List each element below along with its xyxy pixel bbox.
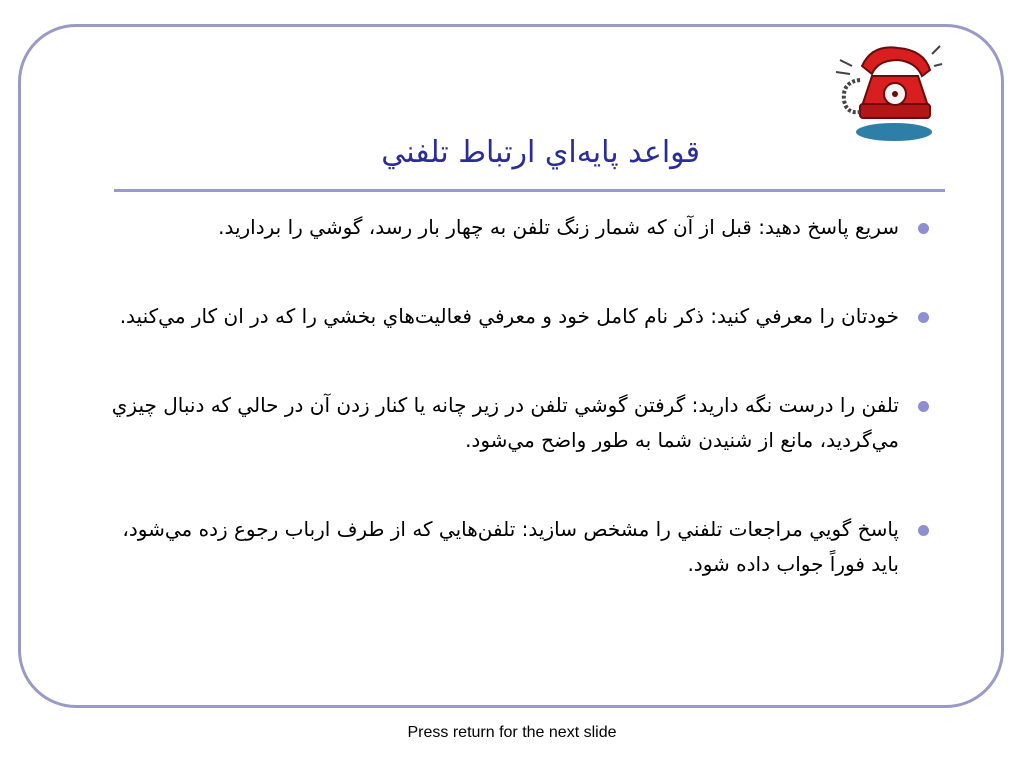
list-item <box>96 512 941 582</box>
list-item <box>96 388 941 458</box>
bullet-text: پاسخ گويي مراجعات تلفني را مشخص سازيد: تلفن‌هايي که از طرف ارباب رجوع زده مي‌شود، بايد فوراً جواب داده شود. <box>122 517 899 576</box>
slide-title: قواعد پايه‌اي ارتباط تلفني <box>381 135 700 170</box>
bullet-text: تلفن را درست نگه داريد: گرفتن گوشي تلفن در زير چانه يا کنار زدن آن در حالي که دنبال چيزي مي‌گرديد، مانع از شنيدن شما به طور واضح مي‌شود. <box>111 393 899 452</box>
title-divider <box>114 189 945 192</box>
list-item <box>96 210 941 245</box>
list-item <box>96 299 941 334</box>
ringing-telephone-icon <box>832 36 944 144</box>
bullet-dot-icon <box>918 401 929 412</box>
bullet-dot-icon <box>918 312 929 323</box>
bullet-dot-icon <box>918 525 929 536</box>
bullet-text: سريع پاسخ دهيد: قبل از آن که شمار زنگ تلفن به چهار بار رسد، گوشي را برداريد. <box>218 215 899 239</box>
bullet-list <box>96 210 941 636</box>
bullet-dot-icon <box>918 223 929 234</box>
bullet-text: خودتان را معرفي کنيد: ذکر نام کامل خود و معرفي فعاليت‌هاي بخشي را که در ان کار مي‌کنيد. <box>119 304 899 328</box>
next-slide-hint: Press return for the next slide <box>407 724 617 741</box>
